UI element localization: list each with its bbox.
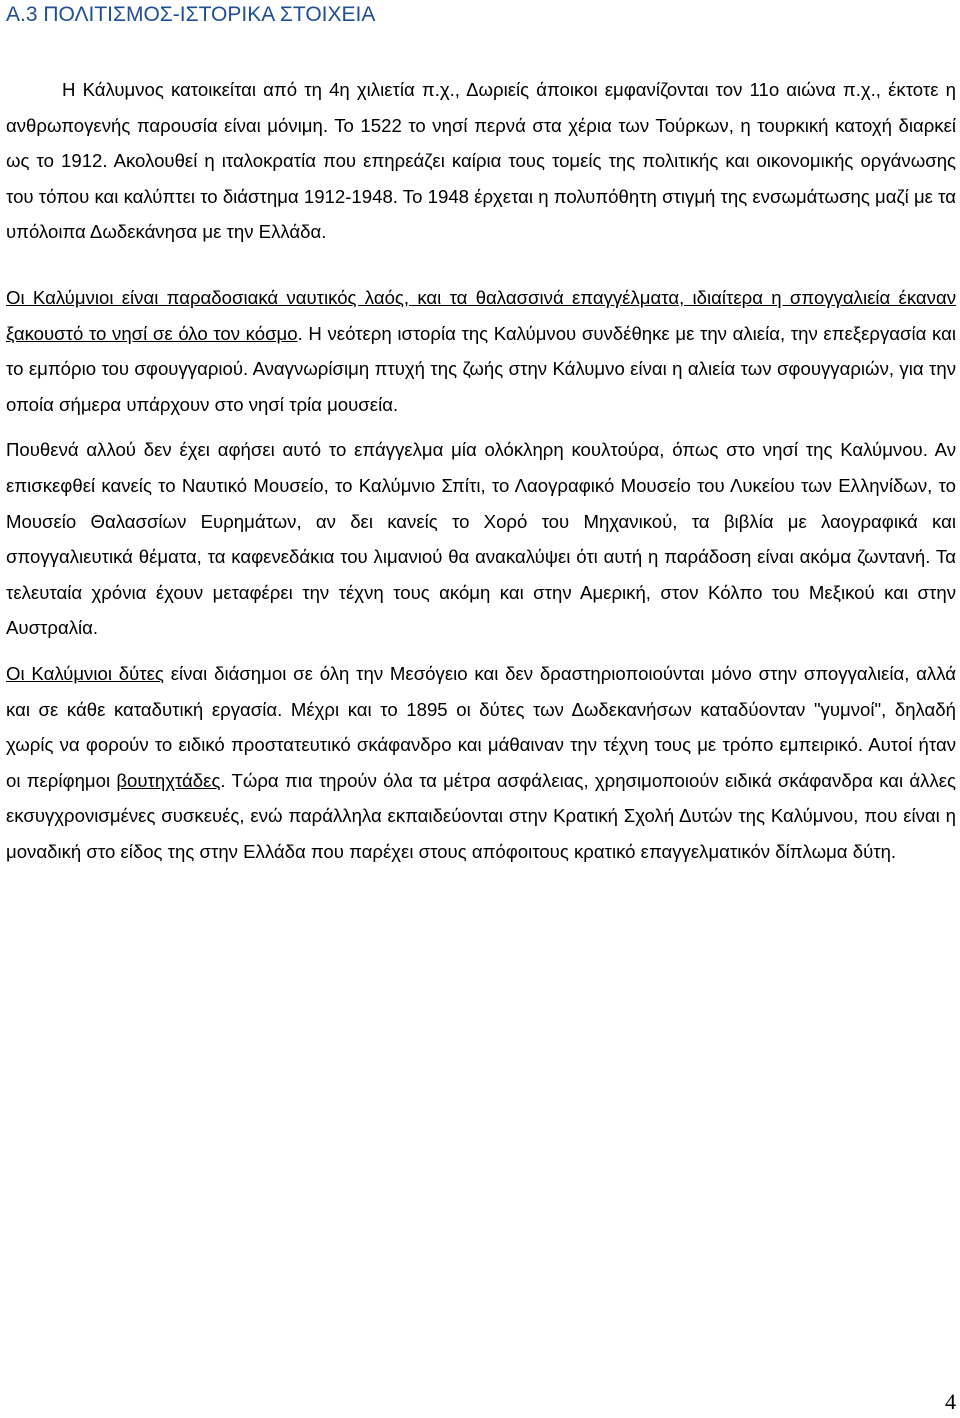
- page-number: 4: [945, 1389, 956, 1414]
- paragraph-culture: Πουθενά αλλού δεν έχει αφήσει αυτό το επάγγελμα μία ολόκληρη κουλτούρα, όπως στο νησί της Καλύμνου. Αν επισκεφθεί κανείς το Ναυτικό Μουσείο, το Καλύμνιο Σπίτι, το Λαογραφικό Μουσείο του Λυκείου των Ελληνίδων, το Μουσείο Θαλασσίων Ευρημάτων, αν δει κανείς το Χορό του Μηχανικού, τα βιβλία με λαογραφικά και σπογγαλιευτικά θέματα, τα καφενεδάκια του λιμανιού θα ανακαλύψει ότι αυτή η παράδοση είναι ακόμα ζωντανή. Τα τελευταία χρόνια έχουν μεταφέρει την τέχνη τους ακόμη και στην Αμερική, στον Κόλπο του Μεξικού και στην Αυστραλία.: [6, 439, 956, 639]
- divers-link[interactable]: Οι Καλύμνιοι δύτες: [6, 662, 164, 684]
- paragraph-seafaring: [6, 280, 956, 422]
- paragraph-divers: [6, 656, 956, 870]
- paragraph-history: Η Κάλυμνος κατοικείται από τη 4η χιλιετία π.χ., Δωριείς άποικοι εμφανίζονται τον 11ο αιώνα π.χ., έκτοτε η ανθρωπογενής παρουσία είναι μόνιμη. Το 1522 το νησί περνά στα χέρια των Τούρκων, η τουρκική κατοχή διαρκεί ως το 1912. Ακολουθεί η ιταλοκρατία που επηρεάζει καίρια τους τομείς της πολιτικής και οικονομικής οργάνωσης του τόπου και καλύπτει το διάστημα 1912-1948. Το 1948 έρχεται η πολυπόθητη στιγμή της ενσωμάτωσης μαζί με τα υπόλοιπα Δωδεκάνησα με την Ελλάδα.: [6, 79, 956, 243]
- document-page: [6, 0, 956, 869]
- divers-text-end: . Τώρα πια τηρούν όλα τα μέτρα ασφάλειας, χρησιμοποιούν ειδικά σκάφανδρα και άλλες εκσυγχρονισμένες συσκευές, ενώ παράλληλα εκπαιδεύονται στην Κρατική Σχολή Δυτών της Καλύμνου, που είναι η μοναδική στο είδος της στην Ελλάδα που παρέχει στους απόφοιτους κρατικό επαγγελματικόν δίπλωμα δύτη.: [6, 769, 956, 862]
- seafaring-text: . Η νεότερη ιστορία της Καλύμνου συνδέθηκε με την αλιεία, την επεξεργασία και το εμπόριο του σφουγγαριού. Αναγνωρίσιμη πτυχή της ζωής στην Κάλυμνο είναι η αλιεία των σφουγγαριών, για την οποία σήμερα υπάρχουν στο νησί τρία μουσεία.: [6, 322, 956, 415]
- section-heading: Α.3 ΠΟΛΙΤΙΣΜΟΣ-ΙΣΤΟΡΙΚΑ ΣΤΟΙΧΕΙΑ: [6, 3, 376, 26]
- seafaring-link[interactable]: Οι Καλύμνιοι είναι παραδοσιακά ναυτικός λαός, και τα θαλασσινά επαγγέλματα, ιδιαίτερα η σπογγαλιεία έκαναν ξακουστό το νησί σε όλο τον κόσμο: [6, 286, 956, 344]
- divers-text: είναι διάσημοι σε όλη την Μεσόγειο και δεν δραστηριοποιούνται μόνο στην σπογγαλιεία, αλλά και σε κάθε καταδυτική εργασία. Μέχρι και το 1895 οι δύτες των Δωδεκανήσων καταδύονταν "γυμνοί", δηλαδή χωρίς να φορούν το ειδικό προστατευτικό σκάφανδρο και μάθαιναν την τέχνη τους με τρόπο εμπειρικό. Αυτοί ήταν οι περίφημοι: [6, 662, 956, 791]
- vouthichtades-link[interactable]: βουτηχτάδες: [116, 769, 221, 791]
